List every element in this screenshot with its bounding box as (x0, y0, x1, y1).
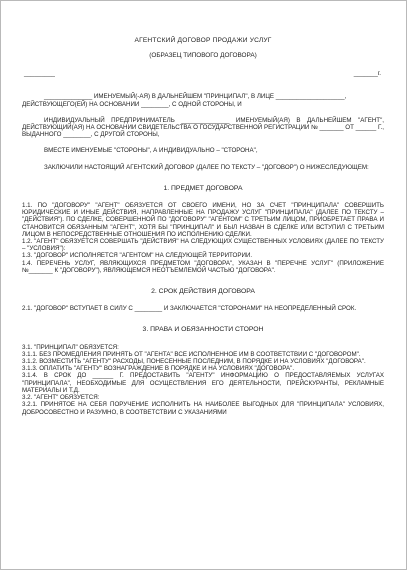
concluded-paragraph: ЗАКЛЮЧИЛИ НАСТОЯЩИЙ АГЕНТСКИЙ ДОГОВОР (ДАЛЕЕ ПО ТЕКСТУ – "ДОГОВОР") О НИЖЕСЛЕДУЮЩЕМ: (44, 163, 369, 171)
clause-3-1: 3.1. "ПРИНЦИПАЛ" ОБЯЗУЕТСЯ: (22, 343, 119, 351)
clause-1-1: 1.1. ПО "ДОГОВОРУ" "АГЕНТ" ОБЯЗУЕТСЯ ОТ СВОЕГО ИМЕНИ, НО ЗА СЧЕТ "ПРИНЦИПАЛА" СОВЕРШИТЬ ЮРИДИЧЕСКИЕ И ИНЫЕ ДЕЙСТВИЯ, НАПРАВЛЕННЫЕ НА ПРОДАЖУ УСЛУГ "ПРИНЦИПАЛА" (ДАЛЕЕ ПО ТЕКСТУ – "ДЕЙСТВИЯ"). ПО СДЕЛКЕ, СОВЕРШЕННОЙ ПО "ДОГОВОРУ" "АГЕНТОМ" С ТРЕТЬИМ ЛИЦОМ, ПРИОБРЕТАЕТ ПРАВА И СТАНОВИТСЯ ОБЯЗАННЫМ "АГЕНТ", ХОТЯ БЫ "ПРИНЦИПАЛ" И БЫЛ НАЗВАН В СДЕЛКЕ ИЛИ ВСТУПИЛ С ТРЕТЬИМ ЛИЦОМ В НЕПОСРЕДСТВЕННЫЕ ОТНОШЕНИЯ ПО ИСПОЛНЕНИЮ СДЕЛКИ. (22, 202, 384, 238)
party1-line2: ДЕЙСТВУЮЩЕГО(ЕЙ) НА ОСНОВАНИИ ________, С ОДНОЙ СТОРОНЫ, И (22, 100, 242, 108)
place-date-row (22, 70, 384, 79)
section1-heading: 1. ПРЕДМЕТ ДОГОВОРА (163, 184, 243, 192)
party1-line1: ______________ ИМЕНУЕМЫЙ(-АЯ) В ДАЛЬНЕЙШЕМ "ПРИНЦИПАЛ", В ЛИЦЕ ____________________, (44, 93, 347, 101)
clause-3-2: 3.2. "АГЕНТ" ОБЯЗУЕТСЯ: (22, 394, 100, 402)
section3-heading: 3. ПРАВА И ОБЯЗАННОСТИ СТОРОН (142, 326, 264, 334)
clause-1-4: 1.4. ПЕРЕЧЕНЬ УСЛУГ, ЯВЛЯЮЩИХСЯ ПРЕДМЕТОМ "ДОГОВОРА", УКАЗАН В "ПЕРЕЧНЕ УСЛУГ" (ПРИЛОЖЕНИЕ №_______ К "ДОГОВОРУ"), ЯВЛЯЮЩЕМСЯ НЕОТЪЕМЛЕМОЙ ЧАСТЬЮ "ДОГОВОРА". (22, 259, 384, 274)
clause-3-1-2: 3.1.2. ВОЗМЕСТИТЬ "АГЕНТУ" РАСХОДЫ, ПОНЕСЕННЫЕ ПОСЛЕДНИМ, В ПОРЯДКЕ И НА УСЛОВИЯХ "ДОГОВОРА". (22, 358, 366, 366)
clause-1-2: 1.2. "АГЕНТ" ОБЯЗУЕТСЯ СОВЕРШАТЬ "ДЕЙСТВИЯ" НА СЛЕДУЮЩИХ СУЩЕСТВЕННЫХ УСЛОВИЯХ (ДАЛЕЕ ПО ТЕКСТУ – "УСЛОВИЯ"): (22, 238, 384, 253)
together-line: ВМЕСТЕ ИМЕНУЕМЫЕ "СТОРОНЫ", А ИНДИВИДУАЛЬНО – "СТОРОНА", (44, 147, 258, 155)
place-blank: _________ (24, 70, 55, 78)
document-body (22, 37, 384, 416)
document-title: АГЕНТСКИЙ ДОГОВОР ПРОДАЖИ УСЛУГ (134, 37, 272, 44)
clause-2-1: 2.1. "ДОГОВОР" ВСТУПАЕТ В СИЛУ С ________ И ЗАКЛЮЧАЕТСЯ "СТОРОНАМИ" НА НЕОПРЕДЕЛЕННЫЙ СРОК. (22, 305, 357, 313)
clause-3-1-4: 3.1.4. В СРОК ДО ______ Г. ПРЕДОСТАВИТЬ "АГЕНТУ" ИНФОРМАЦИЮ О ПРЕДОСТАВЛЯЕМЫХ УСЛУГАХ "ПРИНЦИПАЛА", НЕОБХОДИМЫЕ ДЛЯ ОСУЩЕСТВЛЕНИЯ ЕГО ДЕЯТЕЛЬНОСТИ, ПРЕЙСКУРАНТЫ, РЕКЛАМНЫЕ МАТЕРИАЛЫ И Т.Д. (22, 372, 384, 394)
document-subtitle: (ОБРАЗЕЦ ТИПОВОГО ДОГОВОРА) (149, 52, 257, 60)
date-blank: _______г. (353, 70, 381, 78)
clause-1-3: 1.3. "ДОГОВОР" ИСПОЛНЯЕТСЯ "АГЕНТОМ" НА СЛЕДУЮЩЕЙ ТЕРРИТОРИИ. (22, 252, 253, 260)
clause-3-1-1: 3.1.1. БЕЗ ПРОМЕДЛЕНИЯ ПРИНЯТЬ ОТ "АГЕНТА" ВСЕ ИСПОЛНЕННОЕ ИМ В СООТВЕТСТВИИ С "ДОГОВОРОМ". (22, 350, 361, 358)
party2-paragraph: ИНДИВИДУАЛЬНЫЙ ПРЕДПРИНИМАТЕЛЬ ______________ ИМЕНУЕМЫЙ(АЯ) В ДАЛЬНЕЙШЕМ "АГЕНТ", ДЕЙСТВУЮЩИЙ(АЯ) НА ОСНОВАНИИ СВИДЕТЕЛЬСТВА О ГОСУДАРСТВЕННОЙ РЕГИСТРАЦИИ № _______ ОТ ______ Г., ВЫДАННОГО ________, С ДРУГОЙ СТОРОНЫ, (22, 116, 384, 139)
section2-heading: 2. СРОК ДЕЙСТВИЯ ДОГОВОРА (151, 288, 255, 296)
clause-3-1-3: 3.1.3. ОПЛАТИТЬ "АГЕНТУ" ВОЗНАГРАЖДЕНИЕ В ПОРЯДКЕ И НА УСЛОВИЯХ "ДОГОВОРА". (22, 365, 295, 373)
clause-3-2-1: 3.2.1. ПРИНЯТОЕ НА СЕБЯ ПОРУЧЕНИЕ ИСПОЛНИТЬ НА НАИБОЛЕЕ ВЫГОДНЫХ ДЛЯ "ПРИНЦИПАЛА" УСЛОВИЯХ, ДОБРОСОВЕСТНО И РАЗУМНО, В СООТВЕТСТВИИ С УКАЗАНИЯМИ (22, 401, 384, 416)
